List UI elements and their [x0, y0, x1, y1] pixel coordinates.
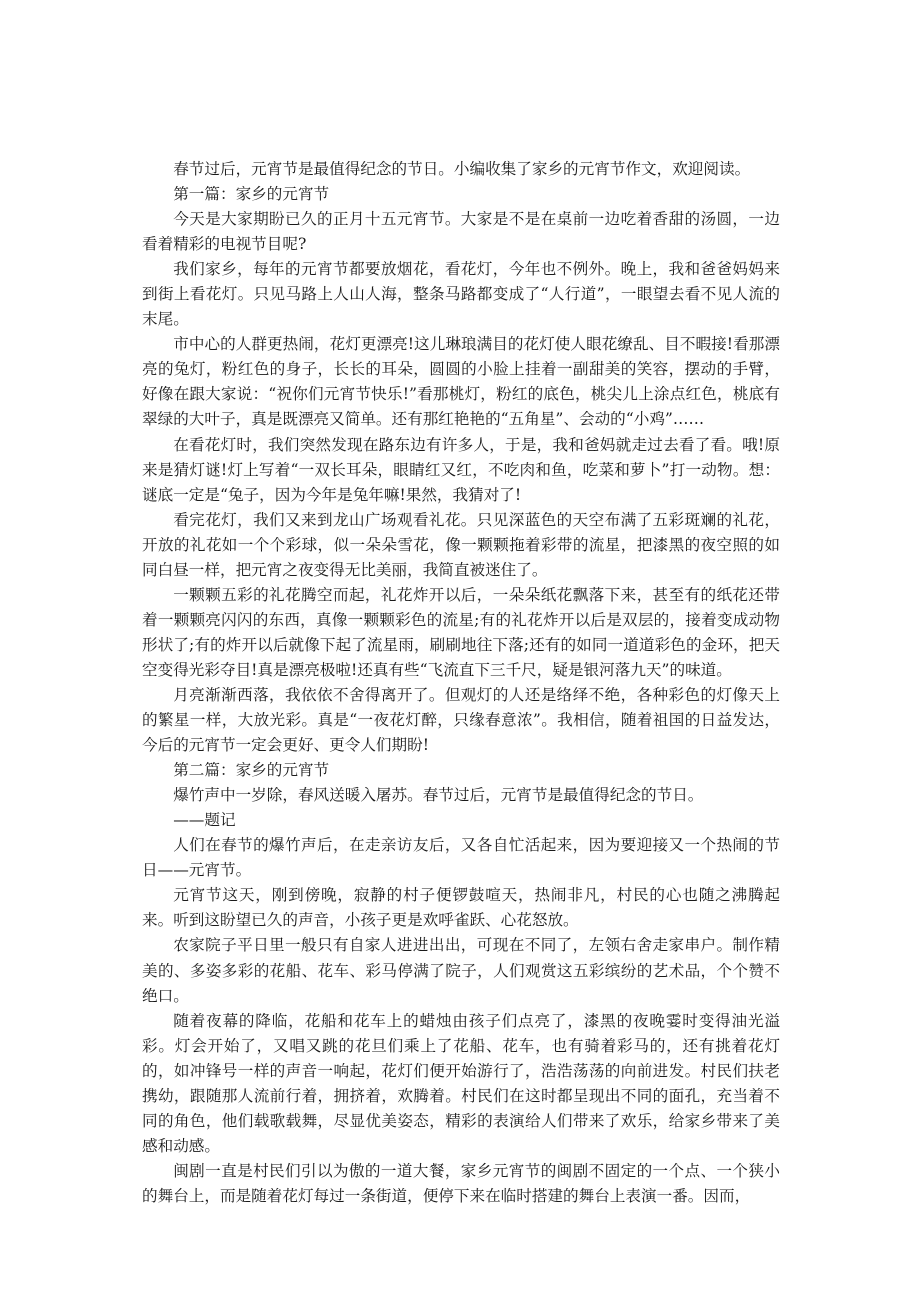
document-body: [142, 157, 780, 1209]
paragraph: 农家院子平日里一般只有自家人进进出出，可现在不同了，左领右舍走家串户。制作精美的、多姿多彩的花船、花车、彩马停满了院子，人们观赏这五彩缤纷的艺术品，个个赞不绝口。: [142, 936, 780, 1005]
epigraph-attribution: ——题记: [173, 811, 236, 830]
paragraph: 看完花灯，我们又来到龙山广场观看礼花。只见深蓝色的天空布满了五彩斑斓的礼花，开放的礼花如一个个彩球，似一朵朵雪花，像一颗颗拖着彩带的流星，把漆黑的夜空照的如同白昼一样，把元宵之夜变得无比美丽，我简直被迷住了。: [142, 510, 780, 579]
paragraph: 市中心的人群更热闹，花灯更漂亮!这儿琳琅满目的花灯使人眼花缭乱、目不暇接!看那漂亮的兔灯，粉红色的身子，长长的耳朵，圆圆的小脸上挂着一副甜美的笑容，摆动的手臂，好像在跟大家说：“祝你们元宵节快乐!”看那桃灯，粉红的底色，桃尖儿上涂点红色，桃底有翠绿的大叶子，真是既漂亮又简单。还有那红艳艳的“五角星”、会动的“小鸡”……: [142, 335, 780, 429]
section-heading-1: 第一篇：家乡的元宵节: [173, 185, 330, 204]
epigraph: 爆竹声中一岁除，春风送暖入屠苏。春节过后，元宵节是最值得纪念的节日。: [173, 786, 704, 805]
paragraph: 月亮渐渐西落，我依依不舍得离开了。但观灯的人还是络绎不绝，各种彩色的灯像天上的繁星一样，大放光彩。真是“一夜花灯醉，只缘春意浓”。我相信，随着祖国的日益发达，今后的元宵节一定会更好、更令人们期盼!: [142, 685, 780, 755]
paragraph: 随着夜幕的降临，花船和花车上的蜡烛由孩子们点亮了，漆黑的夜晚霎时变得油光溢彩。灯会开始了，又唱又跳的花旦们乘上了花船、花车，也有骑着彩马的，还有挑着花灯的，如冲锋号一样的声音一响起，花灯们便开始游行了，浩浩荡荡的向前进发。村民们扶老携幼，跟随那人流前行着，拥挤着，欢腾着。村民们在这时都呈现出不同的面孔，充当着不同的角色，他们载歌载舞，尽显优美姿态，精彩的表演给人们带来了欢乐，给家乡带来了美感和动感。: [142, 1011, 780, 1155]
paragraph: 人们在春节的爆竹声后，在走亲访友后，又各自忙活起来，因为要迎接又一个热闹的节日——元宵节。: [142, 836, 780, 880]
paragraph: 在看花灯时，我们突然发现在路东边有许多人，于是，我和爸妈就走过去看了看。哦!原来是猜灯谜!灯上写着“一双长耳朵，眼睛红又红，不吃肉和鱼，吃菜和萝卜”打一动物。想：谜底一定是“兔子，因为今年是兔年嘛!果然，我猜对了!: [142, 435, 780, 504]
intro-paragraph: 春节过后，元宵节是最值得纪念的节日。小编收集了家乡的元宵节作文，欢迎阅读。: [173, 160, 751, 178]
paragraph: 一颗颗五彩的礼花腾空而起，礼花炸开以后，一朵朵纸花飘落下来，甚至有的纸花还带着一颗颗亮闪闪的东西，真像一颗颗彩色的流星;有的礼花炸开以后是双层的，接着变成动物形状了;有的炸开以后就像下起了流星雨，刷刷地往下落;还有的如同一道道彩色的金环，把天空变得光彩夺目!真是漂亮极啦!还真有些“飞流直下三千尺，疑是银河落九天”的味道。: [142, 585, 780, 679]
paragraph: 我们家乡，每年的元宵节都要放烟花，看花灯，今年也不例外。晚上，我和爸爸妈妈来到街上看花灯。只见马路上人山人海，整条马路都变成了“人行道”，一眼望去看不见人流的末尾。: [142, 260, 780, 329]
paragraph: 元宵节这天，刚到傍晚，寂静的村子便锣鼓喧天，热闹非凡，村民的心也随之沸腾起来。听到这盼望已久的声音，小孩子更是欢呼雀跃、心花怒放。: [142, 886, 780, 930]
paragraph: 今天是大家期盼已久的正月十五元宵节。大家是不是在桌前一边吃着香甜的汤圆，一边看着精彩的电视节目呢?: [142, 210, 780, 254]
paragraph: 闽剧一直是村民们引以为傲的一道大餐，家乡元宵节的闽剧不固定的一个点、一个狭小的舞台上，而是随着花灯每过一条街道，便停下来在临时搭建的舞台上表演一番。因而，: [142, 1161, 780, 1205]
section-heading-2: 第二篇：家乡的元宵节: [173, 761, 330, 780]
